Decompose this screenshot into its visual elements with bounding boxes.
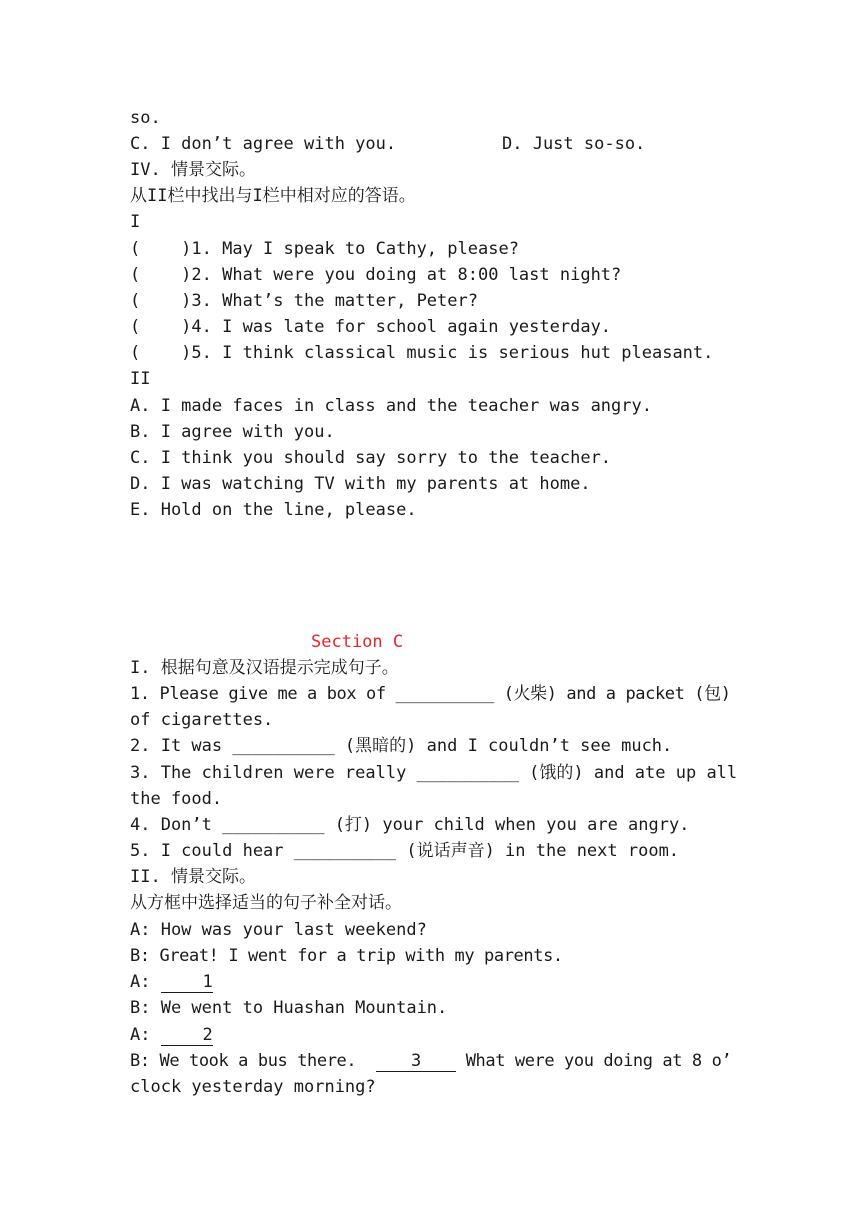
speaker-a-prefix: A: bbox=[130, 1025, 161, 1045]
question-5: ( )5. I think classical music is serious hut pleasant. bbox=[130, 343, 714, 363]
fill-sentence-2: 2. It was __________ (黑暗的) and I couldn’t see much. bbox=[130, 736, 673, 756]
blank-3: 3 bbox=[376, 1051, 456, 1072]
fill-sentence-5: 5. I could hear __________ (说话声音) in the next room. bbox=[130, 841, 680, 861]
dialogue-line-7: clock yesterday morning? bbox=[130, 1077, 376, 1097]
instruction-match: 从II栏中找出与I栏中相对应的答语。 bbox=[130, 186, 416, 206]
heading-i-fill: I. 根据句意及汉语提示完成句子。 bbox=[130, 658, 399, 678]
fill-sentence-3a: 3. The children were really __________ (饿的) and ate up all bbox=[130, 763, 738, 783]
dialogue-line-6-start: B: We took a bus there. bbox=[130, 1051, 376, 1071]
answer-b: B. I agree with you. bbox=[130, 422, 335, 442]
dialogue-line-6-end: What were you doing at 8 o’ bbox=[455, 1051, 732, 1071]
question-1: ( )1. May I speak to Cathy, please? bbox=[130, 239, 519, 259]
instruction-dialogue: 从方框中选择适当的句子补全对话。 bbox=[130, 893, 402, 913]
blank-1: 1 bbox=[161, 972, 213, 993]
dialogue-line-6 bbox=[130, 1048, 731, 1074]
blank-2: 2 bbox=[161, 1025, 213, 1046]
fill-sentence-1b: of cigarettes. bbox=[130, 710, 274, 730]
dialogue-line-1: A: How was your last weekend? bbox=[130, 920, 427, 940]
question-2: ( )2. What were you doing at 8:00 last night? bbox=[130, 265, 622, 285]
fill-sentence-1a: 1. Please give me a box of __________ (火柴) and a packet (包) bbox=[130, 684, 731, 704]
dialogue-line-4: B: We went to Huashan Mountain. bbox=[130, 998, 448, 1018]
column-ii-label: II bbox=[130, 369, 151, 389]
question-3: ( )3. What’s the matter, Peter? bbox=[130, 291, 478, 311]
heading-iv: IV. 情景交际。 bbox=[130, 160, 256, 180]
dialogue-line-2: B: Great! I went for a trip with my parents. bbox=[130, 946, 563, 966]
heading-ii-dialogue: II. 情景交际。 bbox=[130, 867, 256, 887]
speaker-a-prefix: A: bbox=[130, 972, 161, 992]
dialogue-line-3 bbox=[130, 969, 213, 995]
column-i-label: I bbox=[130, 212, 141, 232]
continued-text: so. bbox=[130, 108, 161, 128]
dialogue-line-5 bbox=[130, 1022, 213, 1048]
question-4: ( )4. I was late for school again yesterday. bbox=[130, 317, 612, 337]
answer-d: D. I was watching TV with my parents at home. bbox=[130, 474, 591, 494]
fill-sentence-3b: the food. bbox=[130, 789, 223, 809]
answer-c: C. I think you should say sorry to the teacher. bbox=[130, 448, 612, 468]
option-d: D. Just so-so. bbox=[502, 134, 646, 154]
fill-sentence-4: 4. Don’t __________ (打) your child when you are angry. bbox=[130, 815, 690, 835]
section-c-title: Section C bbox=[311, 632, 404, 652]
answer-a: A. I made faces in class and the teacher was angry. bbox=[130, 396, 652, 416]
answer-e: E. Hold on the line, please. bbox=[130, 500, 417, 520]
options-row-cd bbox=[130, 131, 645, 157]
option-c: C. I don’t agree with you. bbox=[130, 134, 397, 154]
